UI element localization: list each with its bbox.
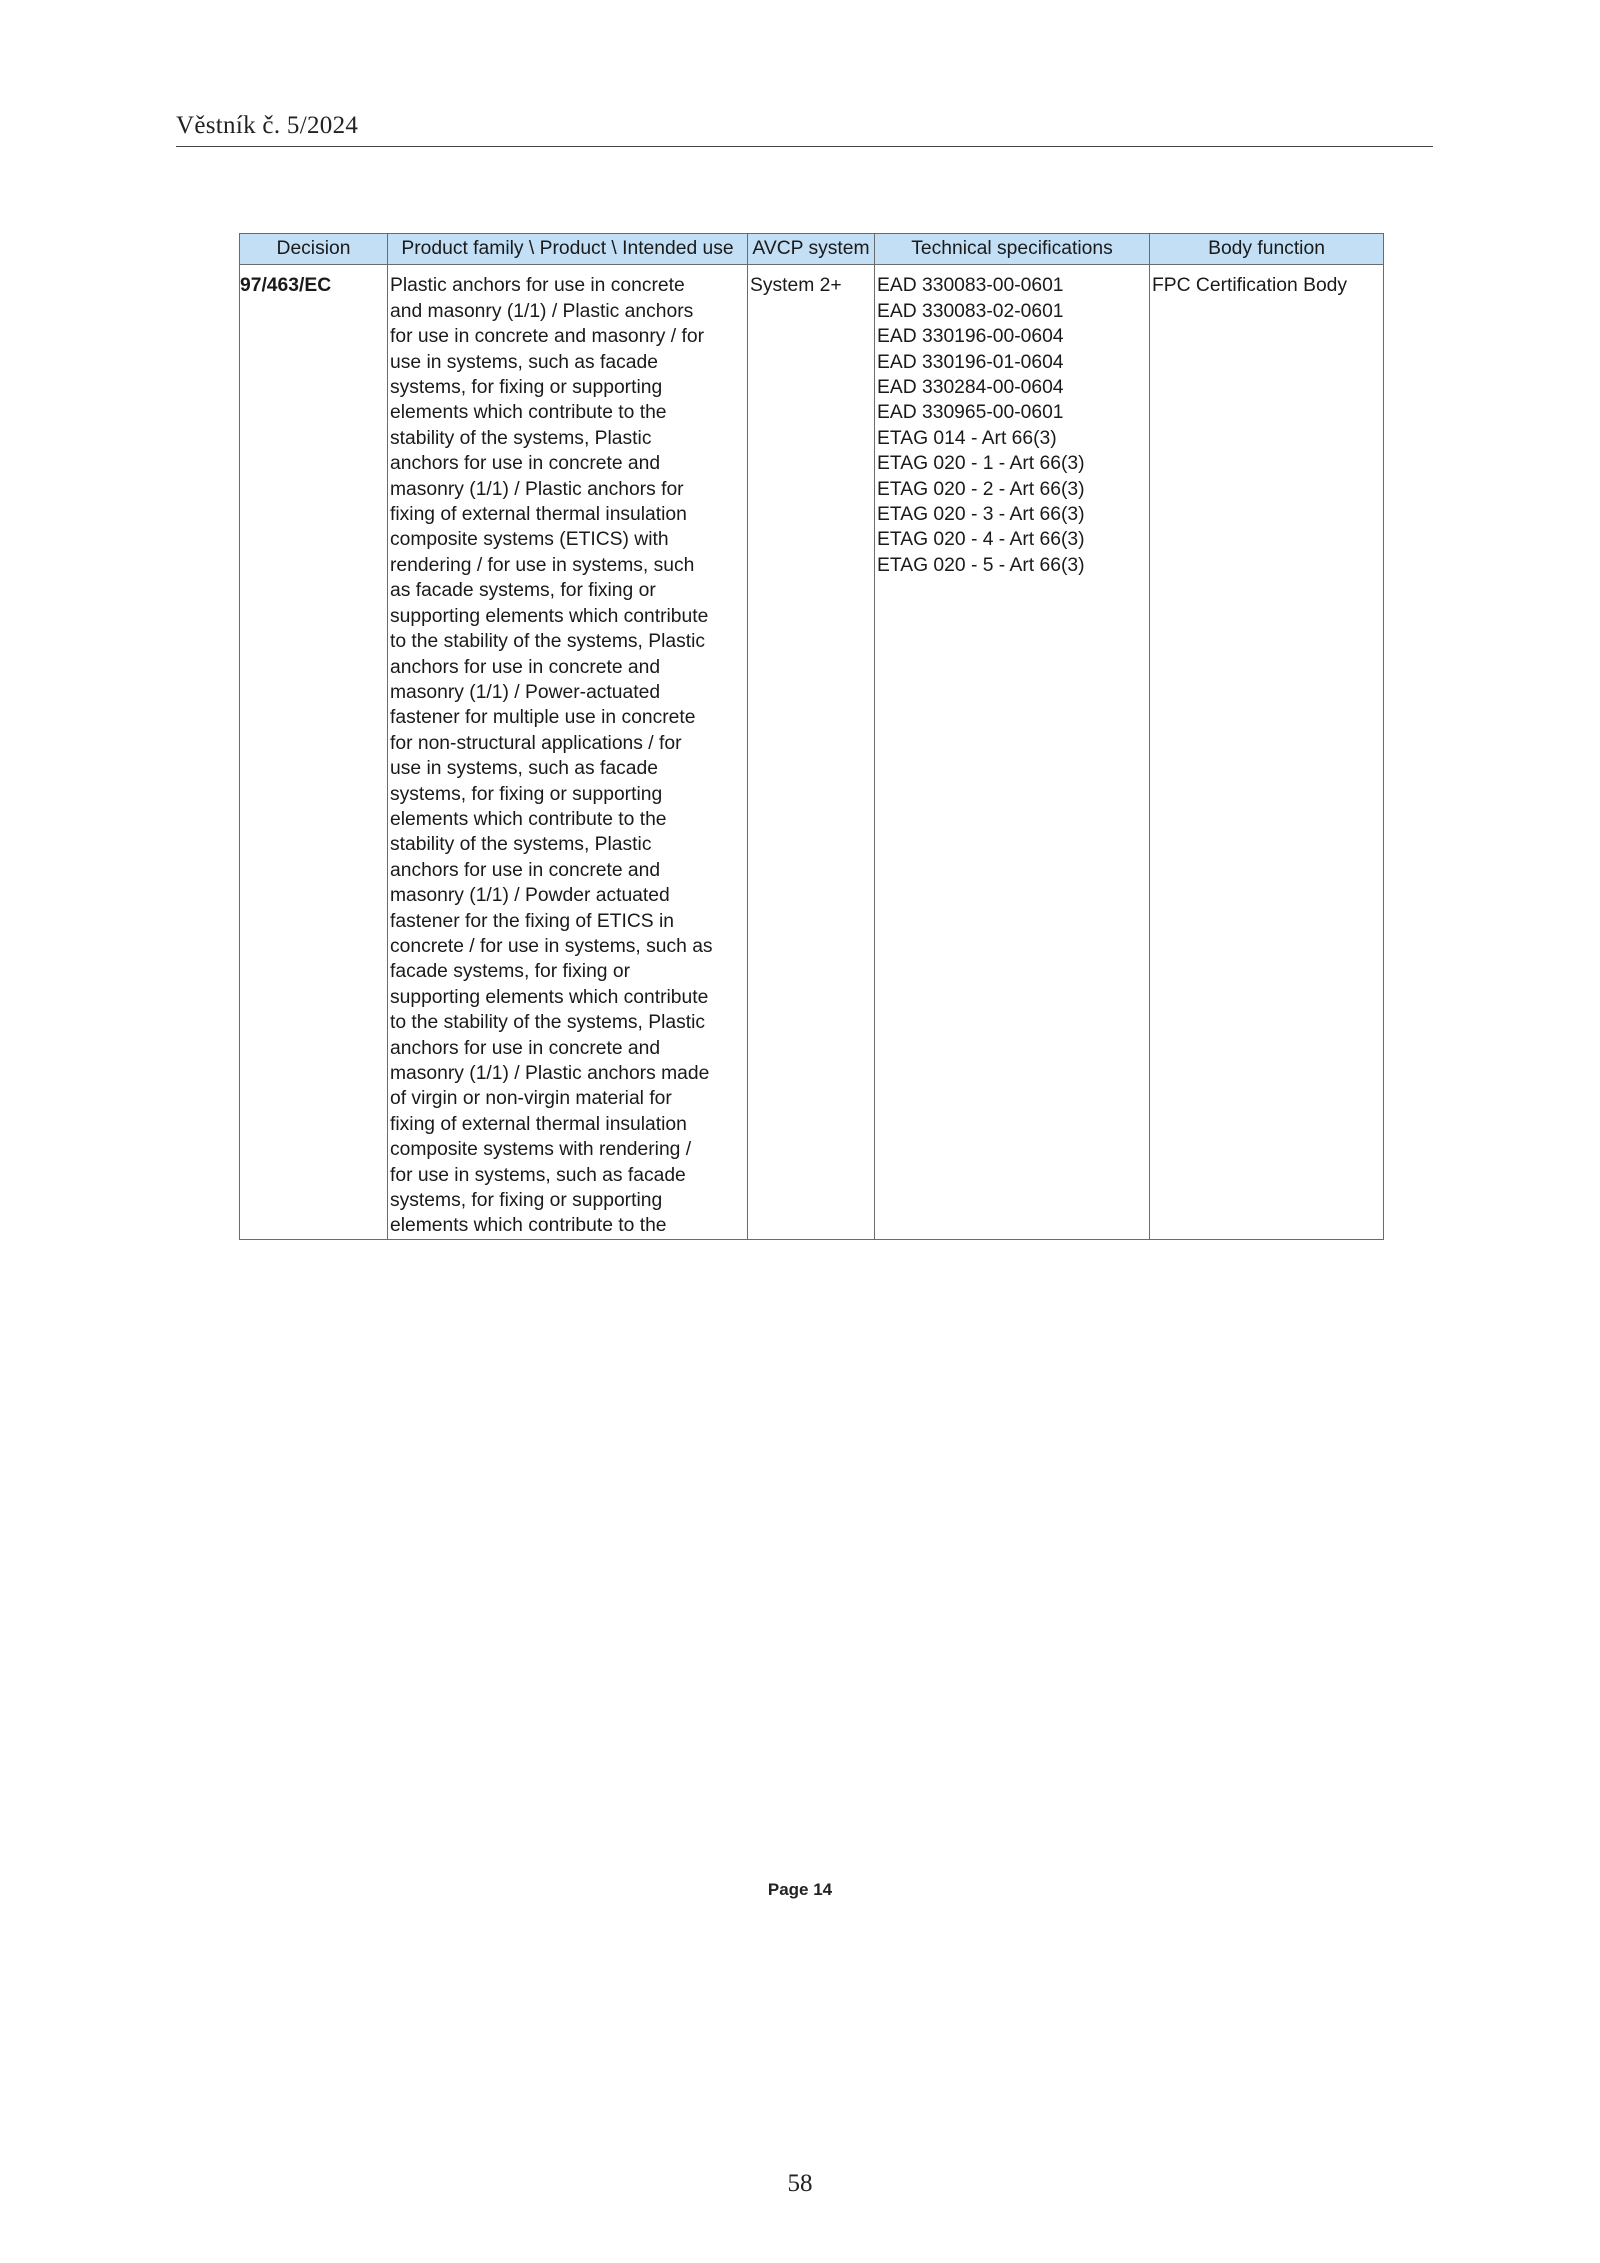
cell-line: ETAG 020 - 3 - Art 66(3) — [877, 504, 1085, 526]
header-avcp-system: AVCP system — [748, 234, 875, 265]
cell-line: masonry (1/1) / Power-actuated — [390, 681, 661, 703]
cell-line: EAD 330196-00-0604 — [877, 326, 1064, 348]
cell-line: composite systems with rendering / — [390, 1139, 692, 1161]
cell-line: facade systems, for fixing or — [390, 961, 631, 983]
cell-line: for use in systems, such as facade — [390, 1164, 686, 1186]
cell-line: of virgin or non-virgin material for — [390, 1088, 672, 1110]
cell-line: anchors for use in concrete and — [390, 859, 661, 881]
cell-line: ETAG 020 - 5 - Art 66(3) — [877, 554, 1085, 576]
cell-line: supporting elements which contribute — [390, 605, 709, 627]
header-body-function: Body function — [1150, 234, 1384, 265]
cell-line: use in systems, such as facade — [390, 758, 658, 780]
cell-line: EAD 330083-00-0601 — [877, 275, 1064, 297]
cell-line: fixing of external thermal insulation — [390, 1113, 687, 1135]
certification-table — [239, 233, 1384, 1240]
table-row — [240, 273, 1384, 1239]
header-technical-specifications: Technical specifications — [875, 234, 1150, 265]
cell-line: fastener for the fixing of ETICS in — [390, 910, 674, 932]
cell-line: rendering / for use in systems, such — [390, 554, 695, 576]
cell-line: to the stability of the systems, Plastic — [390, 1012, 706, 1034]
cell-line: masonry (1/1) / Plastic anchors for — [390, 478, 684, 500]
cell-line: to the stability of the systems, Plastic — [390, 631, 706, 653]
cell-line: and masonry (1/1) / Plastic anchors — [390, 300, 694, 322]
table-spacer-row — [240, 265, 1384, 274]
avcp-cell: System 2+ — [748, 273, 875, 1239]
cell-line: masonry (1/1) / Plastic anchors made — [390, 1063, 710, 1084]
cell-line: systems, for fixing or supporting — [390, 783, 663, 805]
cell-line: Plastic anchors for use in concrete — [390, 275, 685, 297]
table-header-row — [240, 234, 1384, 265]
cell-line: for non-structural applications / for — [390, 732, 682, 754]
cell-line: use in systems, such as facade — [390, 351, 658, 373]
cell-line: elements which contribute to the — [390, 1215, 667, 1237]
body-function-cell: FPC Certification Body — [1150, 273, 1384, 1239]
page-number: 58 — [787, 2170, 813, 2197]
cell-line: EAD 330965-00-0601 — [877, 402, 1064, 424]
cell-line: fastener for multiple use in concrete — [390, 707, 696, 729]
cell-line: elements which contribute to the — [390, 402, 667, 424]
header-product-family: Product family \ Product \ Intended use — [388, 234, 748, 265]
cell-line: composite systems (ETICS) with — [390, 529, 669, 551]
page-label: Page 14 — [767, 1880, 833, 1899]
cell-line: stability of the systems, Plastic — [390, 834, 652, 856]
cell-line: ETAG 014 - Art 66(3) — [877, 427, 1057, 449]
cell-line: fixing of external thermal insulation — [390, 504, 687, 526]
cell-line: supporting elements which contribute — [390, 986, 709, 1008]
cell-line: ETAG 020 - 1 - Art 66(3) — [877, 453, 1085, 475]
header-decision: Decision — [240, 234, 388, 265]
cell-line: ETAG 020 - 4 - Art 66(3) — [877, 529, 1085, 551]
cell-line: systems, for fixing or supporting — [390, 1190, 663, 1212]
running-header: Věstník č. 5/2024 — [176, 112, 359, 139]
cell-line: as facade systems, for fixing or — [390, 580, 656, 602]
cell-line: elements which contribute to the — [390, 808, 667, 830]
cell-line: EAD 330196-01-0604 — [877, 351, 1064, 373]
cell-line: anchors for use in concrete and — [390, 1037, 661, 1059]
cell-line: systems, for fixing or supporting — [390, 377, 663, 399]
cell-line: anchors for use in concrete and — [390, 656, 661, 678]
decision-cell: 97/463/EC — [240, 273, 388, 1239]
cell-line: for use in concrete and masonry / for — [390, 326, 705, 348]
cell-line: anchors for use in concrete and — [390, 453, 661, 475]
cell-line: EAD 330284-00-0604 — [877, 377, 1064, 399]
cell-line: stability of the systems, Plastic — [390, 427, 652, 449]
technical-specifications-cell — [875, 273, 1150, 1239]
cell-line: concrete / for use in systems, such as — [390, 935, 713, 957]
cell-line: masonry (1/1) / Powder actuated — [390, 885, 670, 907]
cell-line: ETAG 020 - 2 - Art 66(3) — [877, 478, 1085, 500]
header-rule — [176, 146, 1433, 147]
product-family-cell — [388, 273, 748, 1239]
cell-line: EAD 330083-02-0601 — [877, 300, 1064, 322]
